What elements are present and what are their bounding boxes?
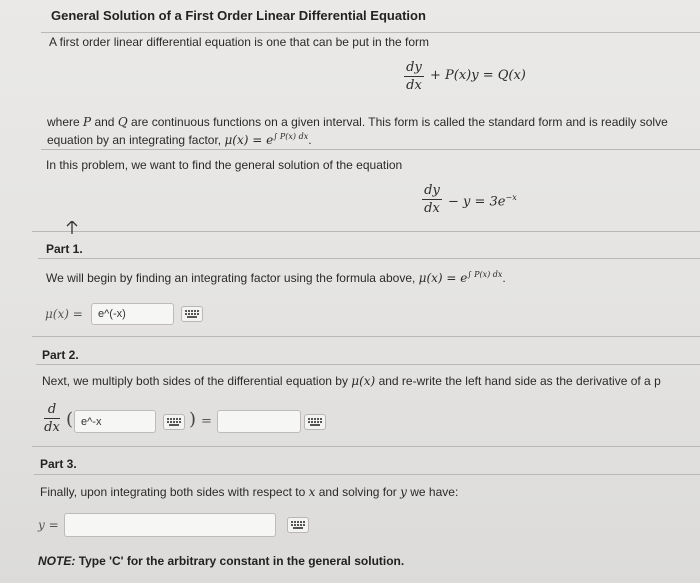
part1-heading: Part 1. bbox=[46, 242, 83, 256]
close-paren: ) bbox=[189, 409, 197, 430]
part1-answer-input[interactable]: e^(-x) bbox=[91, 303, 174, 325]
part2-heading: Part 2. bbox=[42, 348, 79, 362]
standard-form-rest: + P(x)y = Q(x) bbox=[430, 68, 526, 83]
divider bbox=[32, 231, 700, 232]
part3-answer-input[interactable] bbox=[64, 513, 276, 537]
part2-derivative bbox=[44, 402, 60, 435]
factor-formula: μ(x) = e bbox=[224, 133, 274, 147]
keyboard-icon[interactable] bbox=[163, 414, 185, 430]
part3-answer-label: y = bbox=[38, 518, 59, 532]
part2-rhs-input[interactable] bbox=[217, 410, 301, 433]
where-and: and bbox=[94, 115, 115, 129]
factor-text: equation by an integrating factor, bbox=[47, 133, 222, 147]
divider bbox=[32, 446, 700, 447]
where-line bbox=[47, 115, 668, 129]
factor-line bbox=[47, 132, 312, 147]
part2-mu: μ(x) bbox=[351, 374, 376, 388]
part2-text: Next, we multiply both sides of the differential equation by bbox=[42, 374, 348, 388]
fraction-denominator: dx bbox=[44, 420, 60, 435]
fraction-bar bbox=[422, 199, 442, 200]
problem-equation-body: − y = 3e bbox=[448, 194, 506, 210]
fraction-numerator: dy bbox=[406, 60, 422, 75]
factor-end: . bbox=[308, 133, 312, 147]
divider bbox=[41, 149, 700, 150]
part2-text-line bbox=[42, 374, 661, 388]
keyboard-icon-glyph bbox=[291, 521, 305, 530]
part3-text-line bbox=[40, 485, 458, 499]
keyboard-icon[interactable] bbox=[287, 517, 309, 533]
where-text: where bbox=[47, 115, 80, 129]
divider bbox=[36, 364, 700, 365]
fraction-numerator: d bbox=[47, 402, 57, 417]
part2-text-end: and re-write the left hand side as the derivative of a p bbox=[378, 374, 661, 388]
problem-equation-rest bbox=[448, 193, 517, 209]
where-rest: are continuous functions on a given interval. This form is called the standard form and is readily solve bbox=[131, 115, 668, 129]
part1-text-line bbox=[46, 270, 506, 285]
keyboard-icon[interactable] bbox=[181, 306, 203, 322]
part1-formula-end: . bbox=[502, 271, 506, 285]
page-title: General Solution of a First Order Linear Differential Equation bbox=[51, 8, 426, 23]
part3-x: x bbox=[308, 485, 316, 499]
standard-form-derivative bbox=[404, 60, 424, 93]
divider bbox=[34, 474, 700, 475]
fraction-bar bbox=[404, 76, 424, 77]
factor-exponent: ∫ P(x) dx bbox=[273, 132, 309, 141]
keyboard-icon-glyph bbox=[308, 418, 322, 427]
divider bbox=[32, 336, 700, 337]
part1-formula: μ(x) = e bbox=[418, 271, 468, 285]
problem-derivative bbox=[422, 183, 442, 216]
mouse-cursor-icon bbox=[66, 221, 78, 235]
part3-text-2: and solving for bbox=[318, 485, 397, 499]
open-paren: ( bbox=[66, 409, 74, 430]
where-q: Q bbox=[117, 115, 128, 129]
note-line bbox=[38, 554, 404, 568]
part1-answer-label: μ(x) = bbox=[45, 307, 83, 321]
where-p: P bbox=[83, 115, 92, 129]
part1-formula-exponent: ∫ P(x) dx bbox=[467, 270, 503, 279]
fraction-numerator: dy bbox=[424, 183, 440, 198]
equals-sign: = bbox=[201, 414, 212, 429]
fraction-denominator: dx bbox=[406, 78, 422, 93]
part3-heading: Part 3. bbox=[40, 457, 77, 471]
keyboard-icon-glyph bbox=[167, 418, 181, 427]
part3-y: y bbox=[400, 485, 407, 499]
part3-text-1: Finally, upon integrating both sides with respect to bbox=[40, 485, 306, 499]
keyboard-icon[interactable] bbox=[304, 414, 326, 430]
fraction-bar bbox=[44, 418, 60, 419]
divider bbox=[41, 32, 700, 33]
problem-intro: In this problem, we want to find the general solution of the equation bbox=[46, 158, 403, 172]
note-text: Type 'C' for the arbitrary constant in the general solution. bbox=[78, 554, 405, 568]
divider bbox=[38, 258, 700, 259]
intro-text: A first order linear differential equation is one that can be put in the form bbox=[49, 35, 430, 49]
problem-equation-exponent: −x bbox=[505, 193, 517, 202]
part1-text: We will begin by finding an integrating factor using the formula above, bbox=[46, 271, 416, 285]
keyboard-icon-glyph bbox=[185, 310, 199, 319]
part2-inner-input[interactable]: e^-x bbox=[74, 410, 156, 433]
part3-text-3: we have: bbox=[410, 485, 459, 499]
fraction-denominator: dx bbox=[424, 201, 440, 216]
note-label: NOTE: bbox=[38, 554, 76, 568]
